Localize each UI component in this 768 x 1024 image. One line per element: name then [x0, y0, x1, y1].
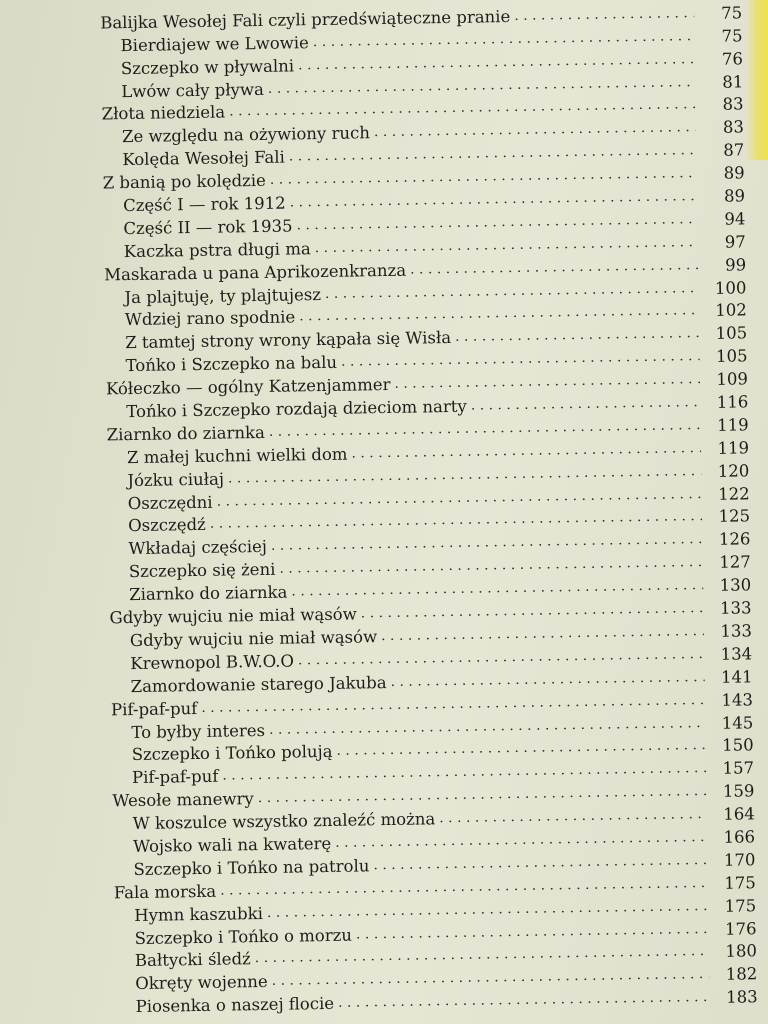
dot-leader — [514, 3, 694, 26]
toc-entry-title: Lwów cały pływa — [121, 79, 265, 101]
toc-entry-title: Złota niedziela — [101, 102, 226, 124]
toc-page-number: 89 — [723, 186, 746, 206]
toc-page-number: 102 — [715, 300, 747, 321]
toc-page-number: 133 — [720, 621, 753, 641]
toc-entry-title: Bierdiajew we Lwowie — [120, 32, 310, 55]
toc-page-number: 119 — [716, 415, 749, 435]
toc-page-number: 105 — [715, 323, 748, 344]
toc-entry-title: Szczepko i Tońko o morzu — [134, 925, 353, 948]
toc-page-number: 133 — [719, 598, 752, 618]
dot-leader — [439, 804, 707, 828]
toc-page-number: 100 — [714, 277, 747, 298]
toc-page-number: 157 — [722, 758, 755, 779]
toc-entry-title: W koszulce wszystko znaleźć można — [132, 809, 436, 834]
dot-leader — [338, 987, 710, 1013]
toc-entry-title: To byłby interes — [131, 720, 266, 742]
toc-page-number: 159 — [722, 781, 755, 801]
toc-page-number: 122 — [718, 483, 750, 504]
toc-entry-title: Część II — rok 1935 — [123, 216, 293, 239]
toc-page-number: 130 — [719, 575, 752, 595]
toc-page-number: 119 — [717, 438, 750, 458]
toc-entry-title: Część I — rok 1912 — [122, 193, 286, 216]
toc-page-number: 116 — [716, 392, 749, 412]
toc-page-number: 180 — [725, 941, 758, 962]
toc-page-number: 176 — [724, 918, 757, 939]
toc-entry-title: Ziarnko do ziarnka — [129, 582, 288, 605]
toc-page-number: 105 — [715, 346, 748, 367]
toc-page-number: 81 — [722, 71, 744, 92]
toc-page-number: 125 — [718, 506, 751, 527]
toc-entry-title: Zamordowanie starego Jakuba — [130, 672, 387, 696]
toc-page-number: 87 — [723, 140, 745, 160]
toc-entry-title: Oszczędź — [127, 515, 206, 536]
dot-leader — [471, 392, 701, 416]
toc-entry-title: Z banią po kolędzie — [102, 171, 266, 193]
toc-entry-title: Wojsko wali na kwaterę — [133, 833, 332, 856]
toc-page-number: 166 — [723, 827, 756, 847]
toc-entry-title: Kolęda Wesołej Fali — [122, 147, 285, 170]
toc-entry-title: Gdyby wujciu nie miał wąsów — [109, 604, 357, 628]
toc-page-number: 150 — [722, 735, 754, 756]
toc-page-number: 94 — [724, 209, 746, 229]
toc-entry-title: Wkładaj częściej — [128, 537, 268, 559]
toc-page-number: 175 — [724, 873, 756, 893]
toc-page-number: 183 — [725, 987, 758, 1007]
toc-entry-title: Pif-paf-puf — [131, 766, 219, 788]
toc-page-number: 83 — [722, 117, 745, 138]
toc-entry-title: Szczepko i Tońko na patrolu — [133, 856, 370, 879]
toc-entry-title: Krewnopol B.W.O.O — [130, 651, 295, 673]
toc-page-number: 134 — [720, 644, 753, 664]
toc-entry-title: Gdyby wujciu nie miał wąsów — [129, 627, 378, 651]
toc-entry-title: Oszczędni — [127, 492, 213, 513]
toc-page-number: 126 — [718, 529, 751, 550]
toc-entry-title: Z tamtej strony wrony kąpała się Wisła — [125, 328, 452, 353]
toc-page-number: 83 — [722, 94, 744, 115]
toc-entry-title: Maskarada u pana Aprikozenkranza — [104, 260, 407, 285]
toc-page-number: 175 — [724, 895, 757, 916]
toc-page-number: 76 — [721, 49, 744, 69]
toc-entry-title: Hymn kaszubki — [134, 903, 264, 925]
toc-entry-title: Z małej kuchni wielki dom — [126, 444, 348, 467]
toc-page-number: 182 — [725, 964, 758, 985]
toc-page-number: 75 — [721, 26, 743, 46]
toc-page-number: 164 — [723, 804, 755, 824]
toc-entry-title: Fala morska — [113, 881, 217, 903]
toc-entry-title: Bałtycki śledź — [134, 949, 251, 971]
toc-entry-title: Kółeczko — ogólny Katzenjammer — [105, 375, 391, 399]
toc-page-number: 143 — [721, 689, 754, 710]
toc-entry-title: Szczepko się żeni — [128, 560, 276, 582]
toc-entry-title: Wesołe manewry — [112, 789, 254, 811]
toc-entry-title: Tońko i Szczepko rozdają dzieciom narty — [126, 396, 467, 422]
dot-leader — [455, 323, 699, 347]
toc-entry-title: Szczepko w pływalni — [120, 56, 295, 78]
toc-entry-title: Wdziej rano spodnie — [124, 307, 296, 330]
toc-page-number: 127 — [719, 552, 751, 573]
toc-entry-title: Piosenka o naszej flocie — [135, 994, 335, 1017]
toc-entry-title: Józku ciułaj — [127, 469, 225, 490]
toc-page-number: 99 — [724, 255, 747, 275]
toc-entry-title: Ze względu na ożywiony ruch — [121, 123, 371, 147]
toc-entry-title: Szczepko i Tońko polują — [131, 742, 333, 765]
toc-page-number: 120 — [717, 461, 750, 481]
toc-page-number: 97 — [724, 232, 746, 252]
toc-page-number: 145 — [721, 712, 754, 733]
toc-entry-title: Okręty wojenne — [135, 972, 268, 994]
toc-entry-title: Ziarnko do ziarnka — [106, 422, 266, 445]
toc-entry-title: Balijka Wesołej Fali czyli przedświąteczne pranie — [100, 6, 511, 33]
toc-page-number: 109 — [716, 369, 749, 389]
toc-page-number: 75 — [721, 3, 743, 23]
toc-entry-title: Ja plajtuję, ty plajtujesz — [124, 284, 322, 307]
toc-entry-title: Pif-paf-puf — [110, 698, 198, 719]
toc-page-number: 170 — [723, 850, 756, 870]
toc-entry-title: Tońko i Szczepko na balu — [125, 353, 338, 376]
toc-entry-title: Kaczka pstra długi ma — [123, 238, 311, 261]
toc-page-number: 89 — [723, 163, 745, 183]
toc-page-number: 141 — [720, 667, 753, 687]
